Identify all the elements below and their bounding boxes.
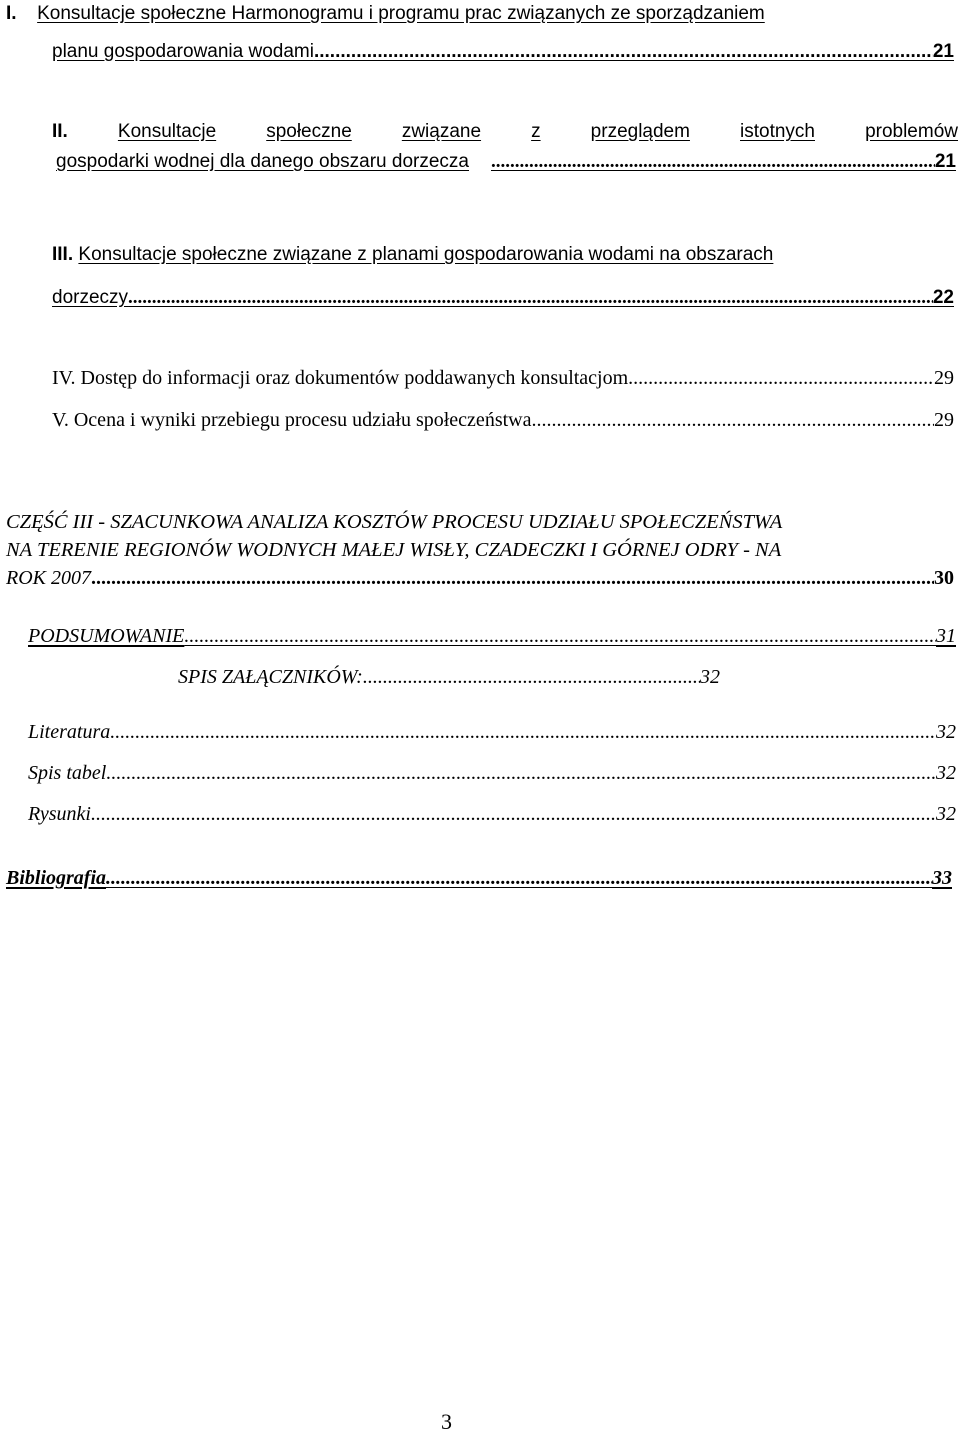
toc-part-3-page[interactable]: 30 — [934, 567, 954, 589]
toc-summary-title[interactable]: PODSUMOWANIE — [28, 625, 185, 647]
toc-entry-1-leader — [314, 42, 933, 61]
toc-entry-2-number: II. — [52, 121, 68, 142]
toc-attachments[interactable] — [178, 667, 720, 687]
toc-entry-3-number: III. — [52, 244, 74, 265]
toc-entry-2-word-1[interactable]: Konsultacje — [117, 121, 217, 142]
toc-entry-1-page[interactable]: 21 — [932, 41, 954, 62]
toc-entry-2-word-7[interactable]: problemów — [865, 121, 958, 142]
toc-entry-4-leader — [628, 368, 934, 388]
toc-entry-1-number: I. — [6, 3, 17, 24]
page-number: 3 — [441, 1409, 452, 1434]
toc-attachments-title[interactable]: SPIS ZAŁĄCZNIKÓW: — [178, 666, 363, 688]
toc-entry-5-leader — [531, 410, 934, 430]
toc-figures-leader — [91, 804, 936, 824]
toc-literature-page[interactable]: 32 — [936, 721, 956, 743]
toc-entry-4-title[interactable]: IV. Dostęp do informacji oraz dokumentów poddawanych konsultacjom — [52, 367, 629, 389]
toc-entry-3-line-2[interactable] — [52, 288, 954, 307]
toc-part-3-line-3[interactable] — [6, 568, 954, 588]
toc-entry-3-line-1[interactable] — [52, 245, 958, 264]
toc-attachments-page[interactable]: 32 — [700, 666, 720, 688]
toc-bibliography-page[interactable]: 33 — [932, 867, 952, 889]
toc-summary[interactable] — [28, 626, 956, 646]
toc-tables-page[interactable]: 32 — [936, 762, 956, 784]
toc-figures[interactable] — [28, 804, 956, 824]
toc-figures-page[interactable]: 32 — [936, 803, 956, 825]
toc-bibliography-title[interactable]: Bibliografia — [6, 867, 107, 889]
toc-summary-leader — [184, 626, 936, 646]
toc-tables[interactable] — [28, 763, 956, 783]
toc-entry-2-word-6[interactable]: istotnych — [740, 121, 815, 142]
toc-bibliography-leader — [106, 868, 932, 888]
toc-tables-title[interactable]: Spis tabel.. — [28, 762, 117, 784]
toc-literature-leader — [110, 722, 936, 742]
toc-part-3-line-1[interactable] — [6, 512, 956, 533]
toc-entry-2-page[interactable]: 21 — [934, 151, 956, 172]
toc-entry-2-leader — [491, 152, 935, 171]
toc-part-3-leader — [91, 568, 934, 588]
toc-figures-title[interactable]: Rysunki — [28, 803, 91, 825]
toc-entry-4[interactable] — [52, 368, 954, 388]
toc-entry-1-line-2[interactable] — [52, 42, 954, 61]
toc-entry-2-word-2[interactable]: społeczne — [266, 121, 352, 142]
toc-entry-1-line-1[interactable] — [6, 4, 956, 23]
toc-entry-2-line-1[interactable] — [52, 122, 958, 141]
toc-literature[interactable] — [28, 722, 956, 742]
toc-entry-2-title-cont[interactable]: gospodarki wodnej dla danego obszaru dorzecza — [56, 151, 469, 172]
toc-tables-leader — [116, 763, 936, 783]
toc-entry-2-word-4[interactable]: z — [531, 121, 541, 142]
toc-part-3-title-end[interactable]: ROK 2007 — [6, 567, 91, 589]
toc-entry-3-title[interactable]: Konsultacje społeczne związane z planami gospodarowania wodami na obszarach — [78, 244, 774, 265]
toc-literature-title[interactable]: Literatura — [28, 721, 111, 743]
toc-entry-5-title[interactable]: V. Ocena i wyniki przebiegu procesu udziału społeczeństwa — [52, 409, 532, 431]
toc-entry-2-word-5[interactable]: przeglądem — [590, 121, 690, 142]
toc-entry-2-word-3[interactable]: związane — [401, 121, 482, 142]
toc-entry-1-title-cont[interactable]: planu gospodarowania wodami — [52, 41, 314, 62]
toc-bibliography[interactable] — [6, 868, 952, 888]
toc-part-3-title-cont[interactable]: NA TERENIE REGIONÓW WODNYCH MAŁEJ WISŁY, CZADECZKI I GÓRNEJ ODRY - NA — [6, 539, 782, 561]
toc-entry-4-page[interactable]: 29 — [934, 367, 954, 389]
toc-entry-2-line-2[interactable] — [56, 152, 956, 171]
toc-attachments-leader — [363, 667, 700, 687]
toc-entry-3-title-cont[interactable]: dorzeczy — [52, 287, 129, 308]
toc-entry-3-leader — [128, 288, 933, 307]
toc-entry-5[interactable] — [52, 410, 954, 430]
toc-entry-5-page[interactable]: 29 — [934, 409, 954, 431]
toc-summary-page[interactable]: 31 — [936, 625, 956, 647]
toc-entry-1-title[interactable]: Konsultacje społeczne Harmonogramu i programu prac związanych ze sporządzaniem — [37, 3, 765, 24]
toc-part-3-title[interactable]: CZĘŚĆ III - SZACUNKOWA ANALIZA KOSZTÓW PROCESU UDZIAŁU SPOŁECZEŃSTWA — [6, 511, 783, 533]
toc-entry-3-page[interactable]: 22 — [932, 287, 954, 308]
toc-part-3-line-2[interactable] — [6, 540, 956, 561]
toc-entry-2-title-row — [52, 122, 958, 141]
